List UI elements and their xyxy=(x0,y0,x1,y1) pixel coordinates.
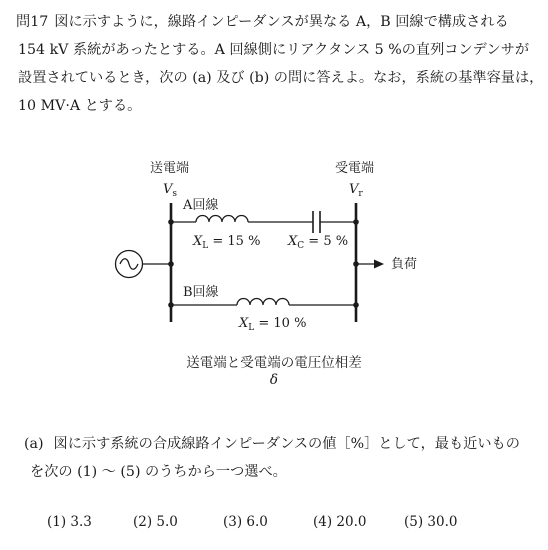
inductor-a-icon xyxy=(196,216,248,223)
recv-node-b xyxy=(353,302,359,308)
inductor-b-icon xyxy=(237,299,289,305)
recv-end-label: 受電端 xyxy=(335,161,375,176)
question-line-1: 問17 図に示すように，線路インピーダンスが異なる A，B 回線で構成される xyxy=(16,14,509,30)
xl-a-label: $X_L = 15$ % xyxy=(193,234,261,251)
xc-label: $X_C = 5$ % xyxy=(288,234,349,251)
sub-question-label: (a) xyxy=(24,436,44,452)
line-a-label: A回線 xyxy=(183,198,219,213)
load-label: 負荷 xyxy=(391,257,418,272)
send-node-a xyxy=(168,219,174,225)
send-node-b xyxy=(168,302,174,308)
recv-voltage-symbol: $V_r$ xyxy=(349,182,363,199)
sub-question-line-1: (a) 図に示す系統の合成線路インピーダンスの値［%］として，最も近いもの xyxy=(24,436,520,452)
caption-text: 送電端と受電端の電圧位相差 xyxy=(186,355,362,371)
choice-2[interactable]: (2) 5.0 xyxy=(133,514,178,530)
choice-4[interactable]: (4) 20.0 xyxy=(313,514,367,530)
load-arrow-icon xyxy=(374,260,384,269)
xl-b-label: $X_L = 10$ % xyxy=(239,316,307,333)
choice-1[interactable]: (1) 3.3 xyxy=(47,514,92,530)
send-node xyxy=(168,261,174,267)
question-line-2: 154 kV 系統があったとする。A 回線側にリアクタンス 5 %の直列コンデンサが xyxy=(18,42,530,58)
question-line-4: 10 MV·A とする。 xyxy=(18,98,142,114)
sub-question-line-2: を次の (1) ～ (5) のうちから一つ選べ。 xyxy=(30,464,287,480)
caption-symbol: δ xyxy=(269,372,279,388)
sub-question xyxy=(24,430,539,486)
send-end-label: 送電端 xyxy=(150,161,190,176)
question-number: 問17 xyxy=(16,14,49,30)
send-voltage-symbol: $V_s$ xyxy=(163,182,178,199)
recv-node-a xyxy=(353,219,359,225)
choice-3[interactable]: (3) 6.0 xyxy=(223,514,268,530)
line-b-label: B回線 xyxy=(183,285,219,300)
question-line-3: 設置されているとき，次の (a) 及び (b) の問に答えよ。なお，系統の基準容量は， xyxy=(18,70,544,86)
choice-5[interactable]: (5) 30.0 xyxy=(404,514,458,530)
